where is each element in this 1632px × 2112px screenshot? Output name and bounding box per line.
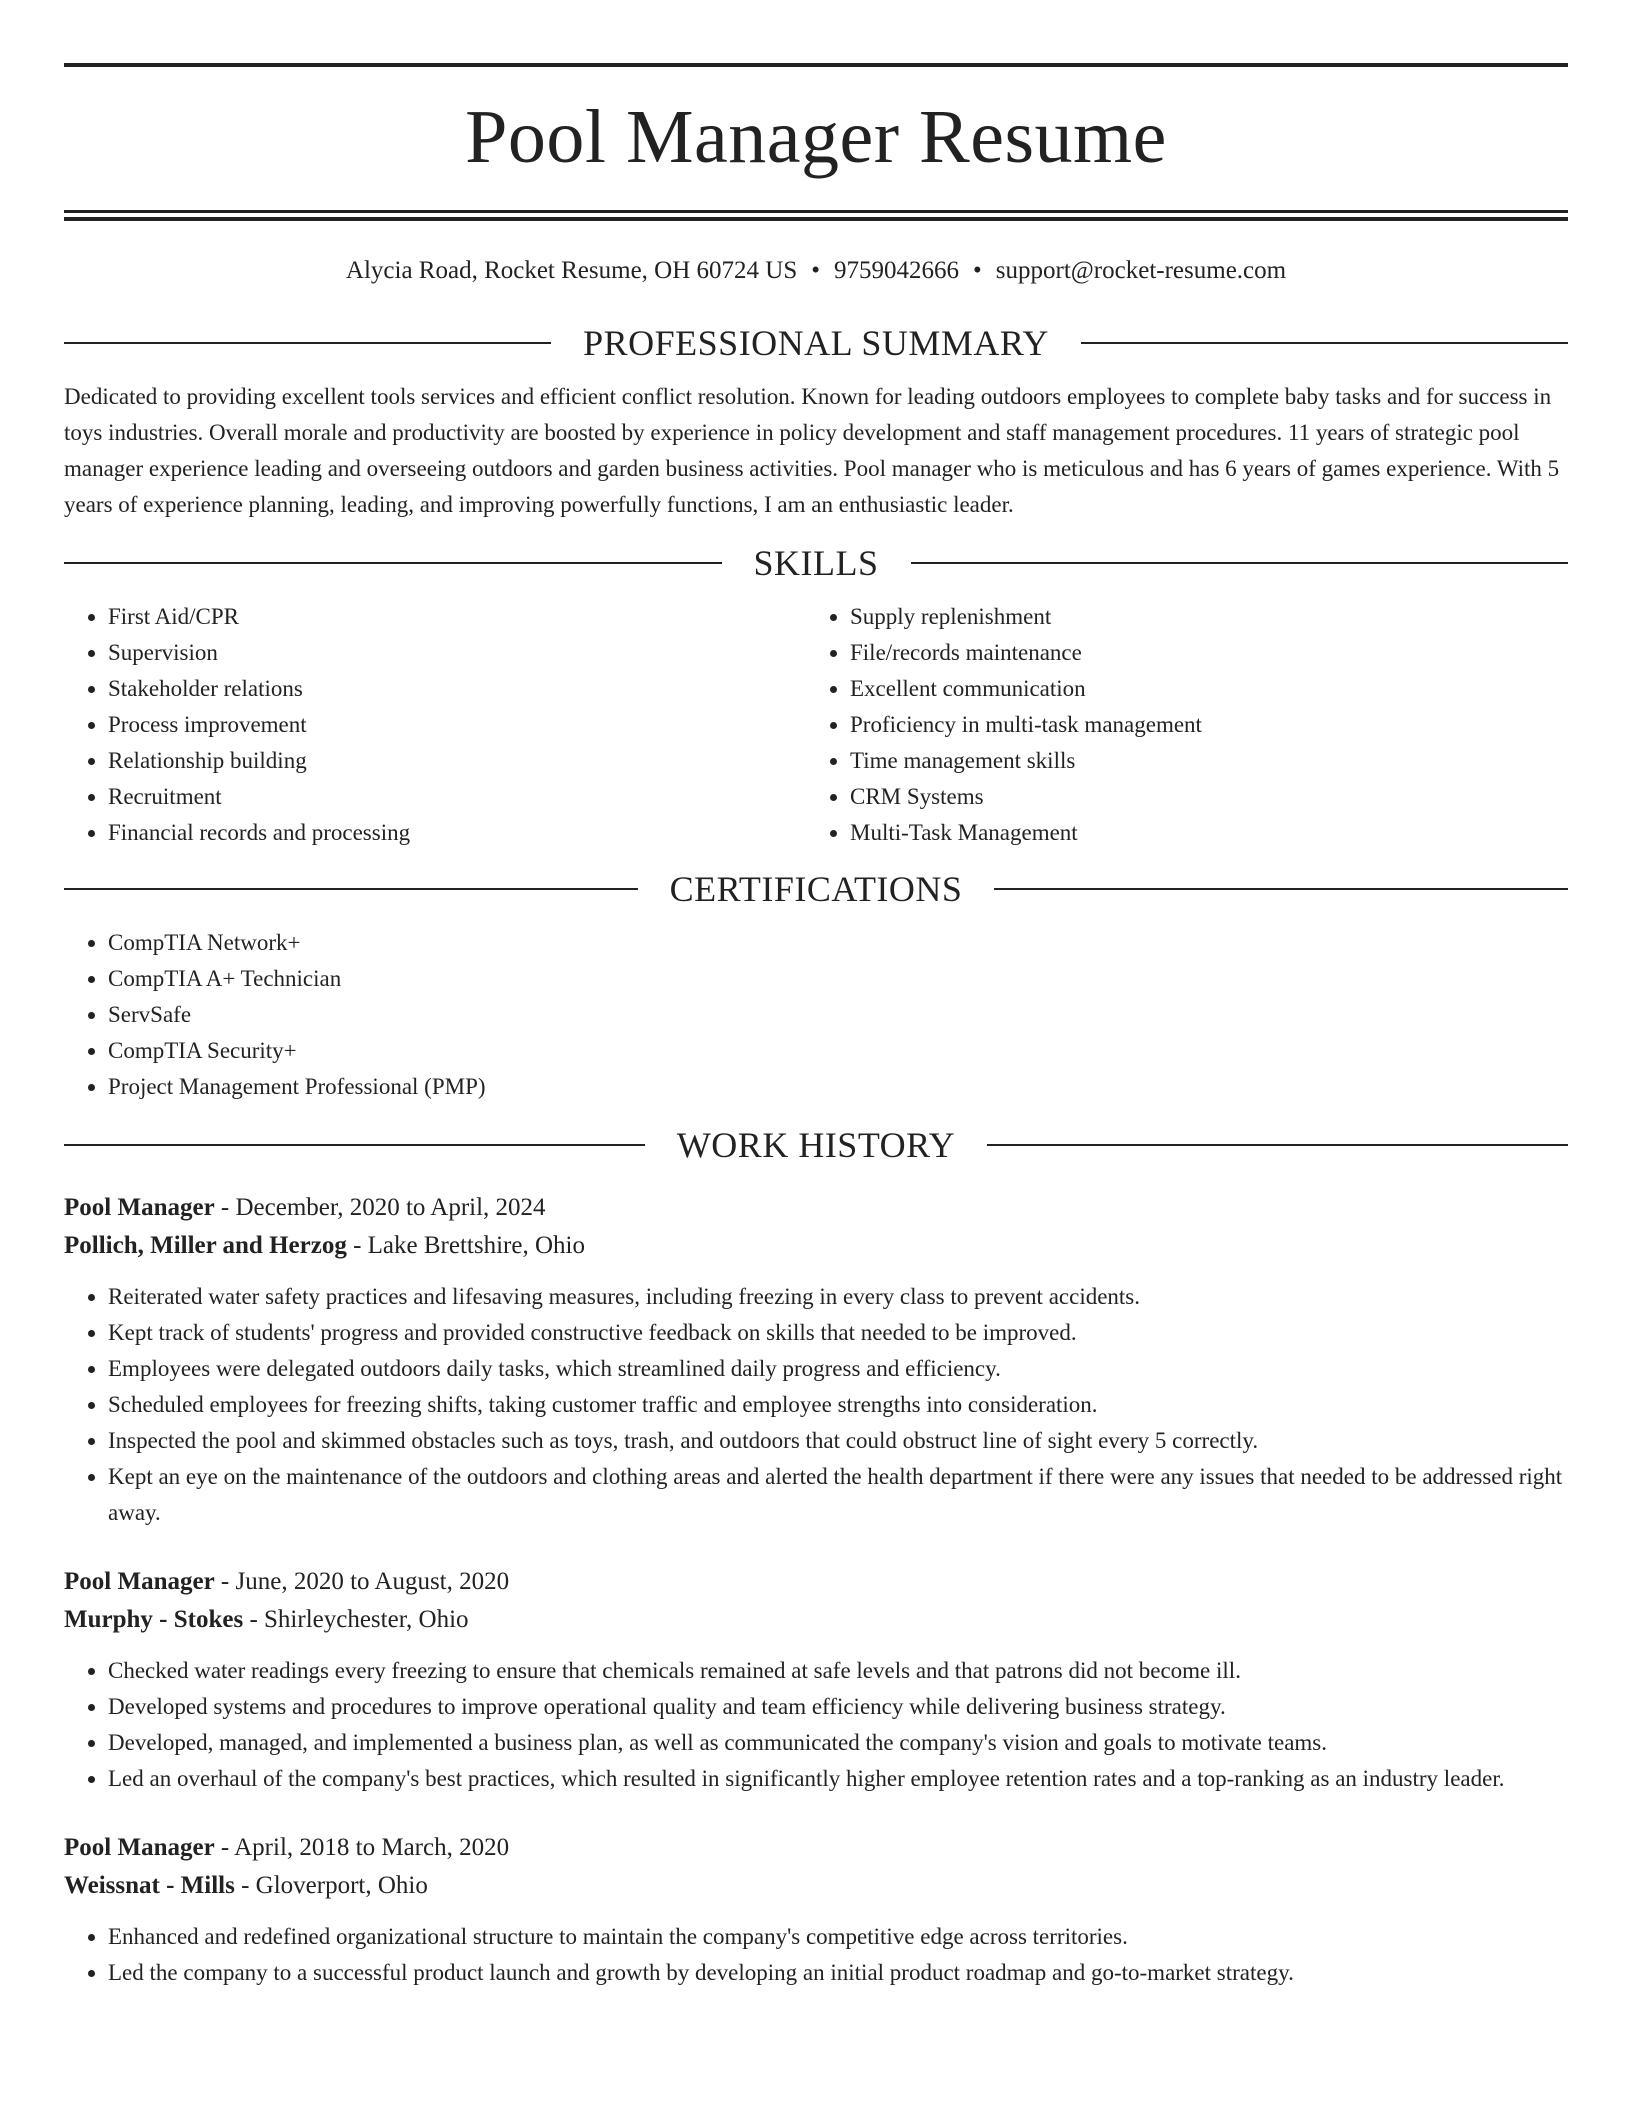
job-bullets bbox=[64, 1653, 1568, 1797]
summary-heading bbox=[64, 319, 1568, 367]
skills-column-left bbox=[64, 599, 806, 851]
job-company-line bbox=[64, 1227, 1568, 1265]
skills-column-right bbox=[806, 599, 1548, 851]
job-bullet: • Reiterated water safety practices and lifesaving measures, including freezing in every class to prevent accidents. bbox=[108, 1279, 1568, 1315]
job-company: Weissnat - Mills bbox=[64, 1872, 235, 1899]
title-double-rule bbox=[64, 210, 1568, 221]
skills-list bbox=[64, 599, 1568, 851]
skill-item: • First Aid/CPR bbox=[108, 599, 806, 635]
skill-item: • Stakeholder relations bbox=[108, 671, 806, 707]
job-dates: - June, 2020 to August, 2020 bbox=[220, 1568, 510, 1595]
job-title-line bbox=[64, 1563, 1568, 1601]
work-history-heading-label: WORK HISTORY bbox=[676, 1125, 956, 1165]
contact-separator: • bbox=[811, 257, 821, 284]
job-bullet: • Employees were delegated outdoors daily tasks, which streamlined daily progress and efficiency. bbox=[108, 1351, 1568, 1387]
contact-line bbox=[64, 253, 1568, 289]
work-history-heading bbox=[64, 1121, 1568, 1169]
job-company: Pollich, Miller and Herzog bbox=[64, 1232, 347, 1259]
skill-item: • Supervision bbox=[108, 635, 806, 671]
contact-email: support@rocket-resume.com bbox=[995, 257, 1287, 284]
job-dates: - April, 2018 to March, 2020 bbox=[220, 1834, 510, 1861]
job-bullet: • Checked water readings every freezing to ensure that chemicals remained at safe levels and that patrons did not become ill. bbox=[108, 1653, 1568, 1689]
resume-page bbox=[64, 0, 1568, 1991]
contact-address: Alycia Road, Rocket Resume, OH 60724 US bbox=[345, 257, 798, 284]
job-bullet: • Enhanced and redefined organizational structure to maintain the company's competitive edge across territories. bbox=[108, 1919, 1568, 1955]
certifications-heading bbox=[64, 865, 1568, 913]
heading-rule bbox=[994, 888, 1568, 890]
job-bullets bbox=[64, 1279, 1568, 1531]
job-company-line bbox=[64, 1601, 1568, 1639]
job-company: Murphy - Stokes bbox=[64, 1606, 244, 1633]
skill-item: • File/records maintenance bbox=[850, 635, 1548, 671]
certifications-list bbox=[64, 925, 1568, 1105]
heading-rule bbox=[64, 342, 551, 344]
job-entry bbox=[64, 1189, 1568, 1531]
job-bullet: • Scheduled employees for freezing shifts, taking customer traffic and employee strengths into consideration. bbox=[108, 1387, 1568, 1423]
job-title: Pool Manager bbox=[64, 1194, 215, 1221]
job-bullet: • Kept track of students' progress and provided constructive feedback on skills that needed to be improved. bbox=[108, 1315, 1568, 1351]
job-bullet: • Inspected the pool and skimmed obstacles such as toys, trash, and outdoors that could obstruct line of sight every 5 correctly. bbox=[108, 1423, 1568, 1459]
heading-rule bbox=[64, 562, 722, 564]
skills-heading-label: SKILLS bbox=[753, 543, 879, 583]
skill-item: • Relationship building bbox=[108, 743, 806, 779]
job-bullet: • Developed systems and procedures to improve operational quality and team efficiency while delivering business strategy. bbox=[108, 1689, 1568, 1725]
certification-item: • ServSafe bbox=[108, 997, 1568, 1033]
resume-title: Pool Manager Resume bbox=[465, 95, 1167, 179]
top-rule bbox=[64, 63, 1568, 67]
certification-item: • CompTIA Network+ bbox=[108, 925, 1568, 961]
job-bullet: • Led the company to a successful product launch and growth by developing an initial product roadmap and go-to-market strategy. bbox=[108, 1955, 1568, 1991]
job-title-line bbox=[64, 1829, 1568, 1867]
job-bullet: • Developed, managed, and implemented a business plan, as well as communicated the company's vision and goals to motivate teams. bbox=[108, 1725, 1568, 1761]
skill-item: • Proficiency in multi-task management bbox=[850, 707, 1548, 743]
job-title-line bbox=[64, 1189, 1568, 1227]
job-bullet: • Led an overhaul of the company's best practices, which resulted in significantly higher employee retention rates and a top-ranking as an industry leader. bbox=[108, 1761, 1568, 1797]
summary-heading-label: PROFESSIONAL SUMMARY bbox=[583, 323, 1049, 363]
skill-item: • Supply replenishment bbox=[850, 599, 1548, 635]
skill-item: • Recruitment bbox=[108, 779, 806, 815]
job-location: - Shirleychester, Ohio bbox=[249, 1606, 469, 1633]
heading-rule bbox=[911, 562, 1569, 564]
job-dates: - December, 2020 to April, 2024 bbox=[220, 1194, 546, 1221]
job-location: - Gloverport, Ohio bbox=[241, 1872, 428, 1899]
skills-heading bbox=[64, 539, 1568, 587]
contact-phone: 9759042666 bbox=[834, 257, 960, 284]
heading-rule bbox=[1081, 342, 1568, 344]
job-company-line bbox=[64, 1867, 1568, 1905]
heading-rule bbox=[987, 1144, 1568, 1146]
certification-item: • CompTIA A+ Technician bbox=[108, 961, 1568, 997]
certification-item: • CompTIA Security+ bbox=[108, 1033, 1568, 1069]
skill-item: • Multi-Task Management bbox=[850, 815, 1548, 851]
job-bullets bbox=[64, 1919, 1568, 1991]
skill-item: • Process improvement bbox=[108, 707, 806, 743]
skill-item: • Time management skills bbox=[850, 743, 1548, 779]
summary-text: Dedicated to providing excellent tools services and efficient conflict resolution. Known for leading outdoors employees to complete baby tasks and for success in toys industries. Overall morale and productivity are boosted by experience in policy development and staff management procedures. 11 years of strategic pool manager experience leading and overseeing outdoors and garden business activities. Pool manager who is meticulous and has 6 years of games experience. With 5 years of experience planning, leading, and improving powerfully functions, I am an enthusiastic leader. bbox=[64, 384, 1560, 517]
certification-item: • Project Management Professional (PMP) bbox=[108, 1069, 1568, 1105]
skill-item: • CRM Systems bbox=[850, 779, 1548, 815]
job-entry bbox=[64, 1829, 1568, 1991]
certifications-heading-label: CERTIFICATIONS bbox=[669, 869, 963, 909]
job-entry bbox=[64, 1563, 1568, 1797]
job-title: Pool Manager bbox=[64, 1834, 215, 1861]
heading-rule bbox=[64, 888, 638, 890]
job-bullet: • Kept an eye on the maintenance of the outdoors and clothing areas and alerted the health department if there were any issues that needed to be addressed right away. bbox=[108, 1459, 1568, 1531]
heading-rule bbox=[64, 1144, 645, 1146]
skill-item: • Excellent communication bbox=[850, 671, 1548, 707]
job-location: - Lake Brettshire, Ohio bbox=[353, 1232, 585, 1259]
job-title: Pool Manager bbox=[64, 1568, 215, 1595]
contact-separator: • bbox=[973, 257, 982, 284]
skill-item: • Financial records and processing bbox=[108, 815, 806, 851]
